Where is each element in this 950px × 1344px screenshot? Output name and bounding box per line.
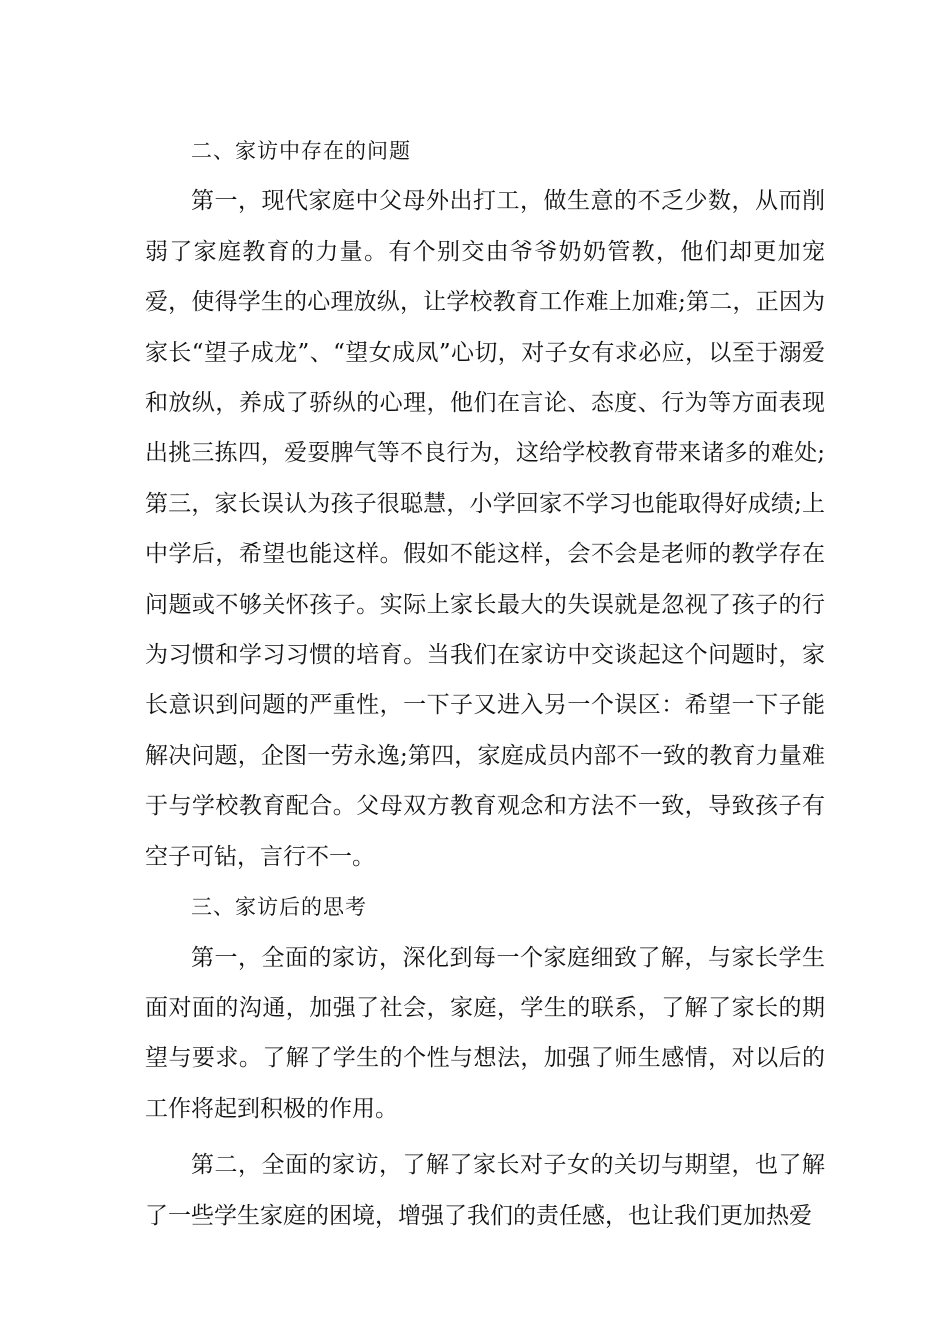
paragraph-problems: 第一，现代家庭中父母外出打工，做生意的不乏少数，从而削弱了家庭教育的力量。有个别交由爷爷奶奶管教，他们却更加宠爱，使得学生的心理放纵，让学校教育工作难上加难;第二，正因为家长“望子成龙”、“望女成凤”心切，对子女有求必应，以至于溺爱和放纵，养成了骄纵的心理，他们在言论、态度、行为等方面表现出挑三拣四，爱耍脾气等不良行为，这给学校教育带来诸多的难处;第三，家长误认为孩子很聪慧，小学回家不学习也能取得好成绩;上中学后，希望也能这样。假如不能这样，会不会是老师的教学存在问题或不够关怀孩子。实际上家长最大的失误就是忽视了孩子的行为习惯和学习习惯的培育。当我们在家访中交谈起这个问题时，家长意识到问题的严重性，一下子又进入另一个误区：希望一下子能解决问题，企图一劳永逸;第四，家庭成员内部不一致的教育力量难于与学校教育配合。父母双方教育观念和方法不一致，导致孩子有空子可钻，言行不一。 <box>145 188 825 870</box>
paragraph-reflection-second: 第二，全面的家访，了解了家长对子女的关切与期望，也了解了一些学生家庭的困境，增强了我们的责任感，也让我们更加热爱 <box>145 1152 825 1229</box>
paragraph-reflection-first: 第一，全面的家访，深化到每一个家庭细致了解，与家长学生面对面的沟通，加强了社会，家庭，学生的联系，了解了家长的期望与要求。了解了学生的个性与想法，加强了师生感情，对以后的工作将起到积极的作用。 <box>145 944 825 1122</box>
document-body <box>145 126 825 1241</box>
section-heading-reflections: 三、家访后的思考 <box>191 895 367 920</box>
section-heading-problems: 二、家访中存在的问题 <box>191 139 411 163</box>
